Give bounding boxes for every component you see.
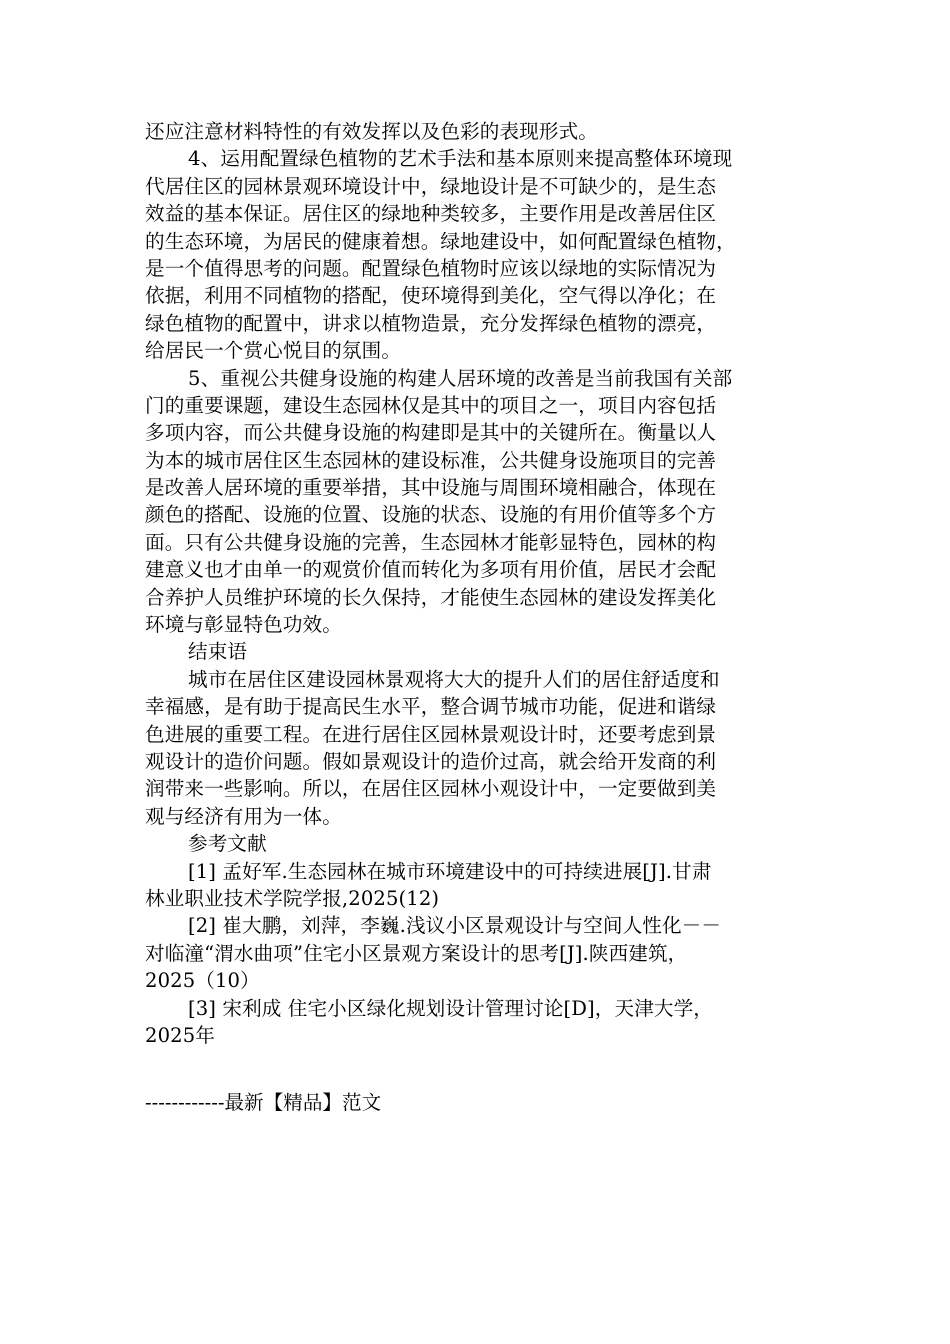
text-line: 的生态环境，为居民的健康着想。绿地建设中，如何配置绿色植物， bbox=[145, 229, 736, 253]
section-gap bbox=[145, 1049, 805, 1089]
text-line: 城市在居住区建设园林景观将大大的提升人们的居住舒适度和 bbox=[188, 667, 720, 691]
text-line: [3] 宋利成 住宅小区绿化规划设计管理讨论[D]，天津大学， bbox=[188, 996, 713, 1020]
footer-text: ------------最新【精品】范文 bbox=[145, 1091, 382, 1115]
text-line: 门的重要课题，建设生态园林仅是其中的项目之一，项目内容包括 bbox=[145, 393, 717, 417]
text-line: 绿色植物的配置中，讲求以植物造景，充分发挥绿色植物的漂亮， bbox=[145, 311, 717, 335]
text-line: 颜色的搭配、设施的位置、设施的状态、设施的有用价值等多个方 bbox=[145, 503, 717, 527]
text-line: 合养护人员维护环境的长久保持，才能使生态园林的建设发挥美化 bbox=[145, 585, 717, 609]
text-line: 环境与彰显特色功效。 bbox=[145, 613, 342, 637]
text-line: 面。只有公共健身设施的完善，生态园林才能彰显特色，园林的构 bbox=[145, 530, 717, 554]
text-line: 林业职业技术学院学报,2025(12) bbox=[145, 886, 440, 910]
text-line: 润带来一些影响。所以，在居住区园林小观设计中，一定要做到美 bbox=[145, 777, 717, 801]
text-line: 观设计的造价问题。假如景观设计的造价过高，就会给开发商的利 bbox=[145, 749, 717, 773]
text-line: 效益的基本保证。居住区的绿地种类较多，主要作用是改善居住区 bbox=[145, 202, 717, 226]
text-line: 色进展的重要工程。在进行居住区园林景观设计时，还要考虑到景 bbox=[145, 722, 717, 746]
text-line: 对临潼“渭水曲项”住宅小区景观方案设计的思考[J].陕西建筑， bbox=[145, 941, 688, 965]
text-line: 建意义也才由单一的观赏价值而转化为多项有用价值，居民才会配 bbox=[145, 558, 717, 582]
document-body bbox=[145, 118, 805, 1049]
text-line: 5、重视公共健身设施的构建人居环境的改善是当前我国有关部 bbox=[188, 366, 733, 390]
text-line: 是改善人居环境的重要举措，其中设施与周围环境相融合，体现在 bbox=[145, 476, 717, 500]
text-line: 2025（10） bbox=[145, 969, 260, 993]
text-line: [2] 崔大鹏，刘萍，李巍.浅议小区景观设计与空间人性化－－ bbox=[188, 914, 722, 938]
text-line: 是一个值得思考的问题。配置绿色植物时应该以绿地的实际情况为 bbox=[145, 256, 717, 280]
text-line: 幸福感，是有助于提高民生水平，整合调节城市功能，促进和谐绿 bbox=[145, 695, 717, 719]
text-line: [1] 孟好军.生态园林在城市环境建设中的可持续进展[J].甘肃 bbox=[188, 859, 712, 883]
text-line: 4、运用配置绿色植物的艺术手法和基本原则来提高整体环境现 bbox=[188, 147, 733, 171]
text-line: 观与经济有用为一体。 bbox=[145, 804, 342, 828]
text-line: 还应注意材料特性的有效发挥以及色彩的表现形式。 bbox=[145, 120, 598, 143]
text-line: 依据，利用不同植物的搭配，使环境得到美化，空气得以净化；在 bbox=[145, 284, 717, 308]
document-page bbox=[145, 118, 805, 1117]
text-line: 代居住区的园林景观环境设计中，绿地设计是不可缺少的，是生态 bbox=[145, 174, 717, 198]
text-line: 给居民一个赏心悦目的氛围。 bbox=[145, 339, 402, 363]
text-line: 2025年 bbox=[145, 1023, 215, 1047]
text-line: 参考文献 bbox=[188, 832, 267, 856]
text-line: 为本的城市居住区生态园林的建设标准，公共健身设施项目的完善 bbox=[145, 448, 717, 472]
text-line: 多项内容，而公共健身设施的构建即是其中的关键所在。衡量以人 bbox=[145, 421, 717, 445]
text-line: 结束语 bbox=[188, 640, 248, 664]
